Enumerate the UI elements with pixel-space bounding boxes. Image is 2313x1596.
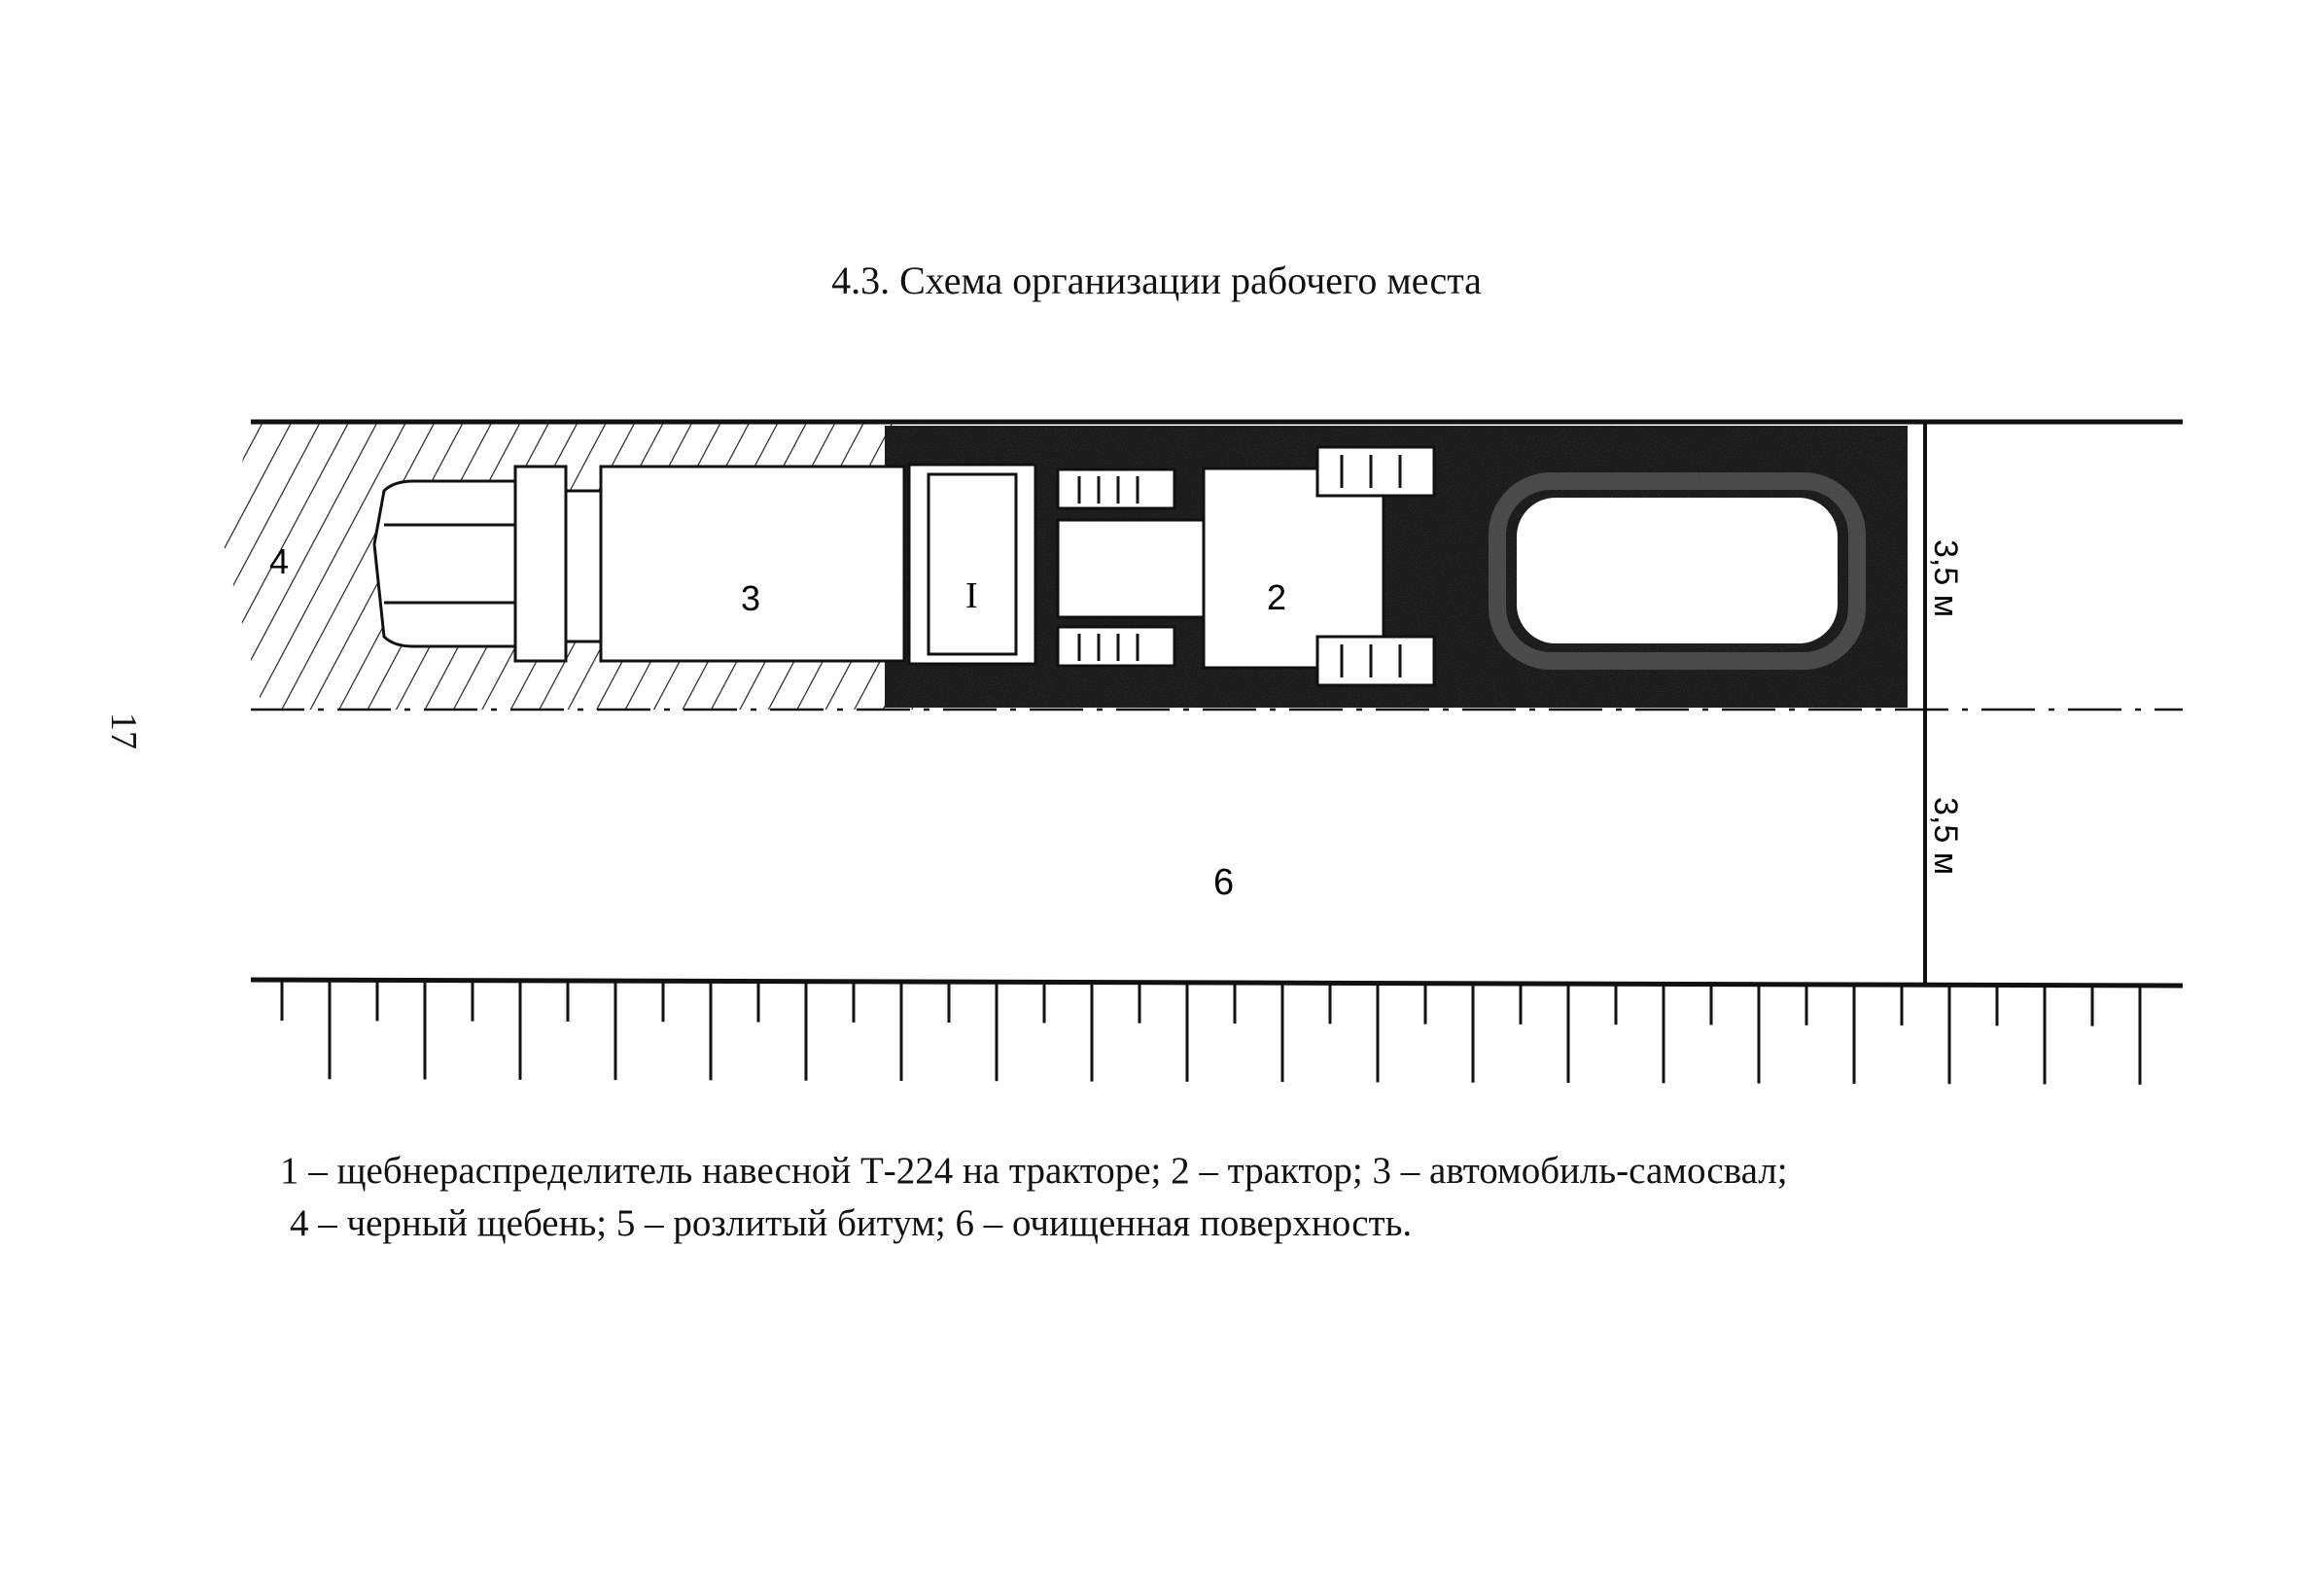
label-tractor: 2 <box>1267 577 1287 617</box>
dump-truck <box>374 467 904 661</box>
road-bottom-edge <box>251 980 2183 986</box>
legend <box>280 1145 1788 1250</box>
label-crushed-stone: 4 <box>269 541 290 581</box>
dimension-upper-lane: 3,5 м <box>1927 539 1964 618</box>
road-curb-ticks <box>282 982 2140 1085</box>
chip-spreader <box>909 465 1035 664</box>
dimension-lower-lane: 3,5 м <box>1927 797 1964 876</box>
page-number: 17 <box>103 712 144 749</box>
label-cleaned-surface: 6 <box>1213 862 1235 903</box>
legend-line-1: 1 – щебнераспределитель навесной Т-224 на тракторе; 2 – трактор; 3 – автомобиль-самосвал; <box>280 1150 1788 1192</box>
tractor <box>1058 447 1434 685</box>
page-title: 4.3. Схема организации рабочего места <box>831 259 1482 302</box>
label-dump-truck: 3 <box>741 578 761 618</box>
label-spreader: I <box>965 575 978 616</box>
legend-line-2: 4 – черный щебень; 5 – розлитый битум; 6 – очищенная поверхность. <box>290 1202 1413 1244</box>
